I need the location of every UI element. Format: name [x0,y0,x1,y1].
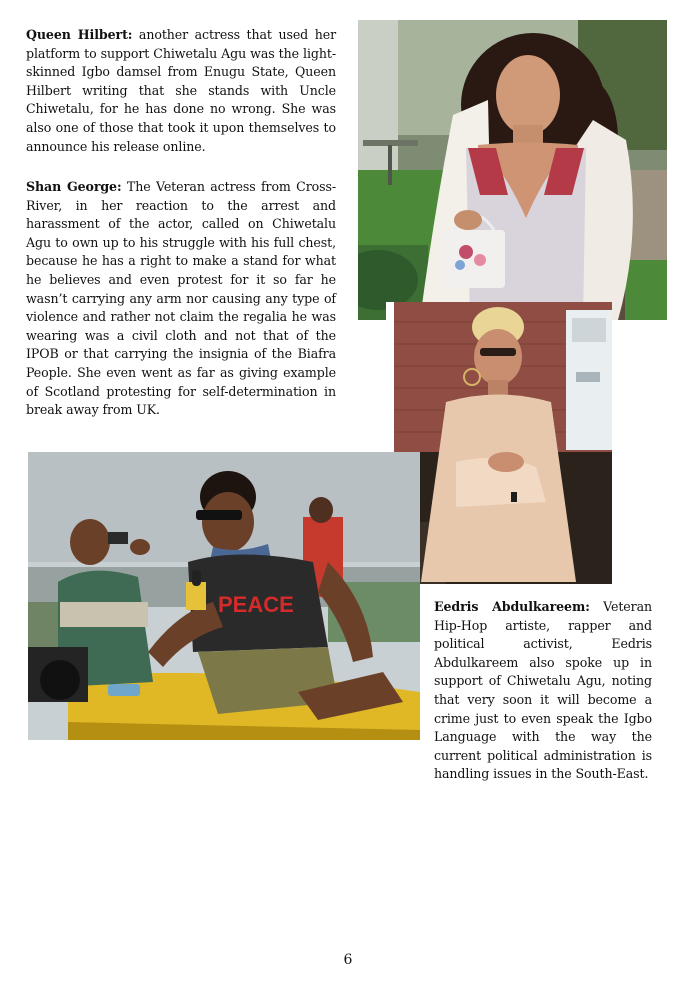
eedris-text: Veteran Hip-Hop artiste, rapper and political activist, Eedris Abdulkareem also spoke up in support of Chiwetalu Agu, noting that very soon it will become a crime just to even speak the Igbo Language with the way the current political administration is handling issues in the South-East. [434,599,652,782]
page-number: 6 [343,952,353,968]
queen-hilbert-name: Queen Hilbert: [26,27,133,42]
queen-hilbert-photo [358,20,667,320]
eedris-photo [28,452,420,740]
eedris-paragraph [434,598,652,784]
queen-hilbert-text: another actress that used her platform to support Chiwetalu Agu was the light-skinned Igbo damsel from Enugu State, Queen Hilbert writing that she stands with Uncle Chiwetalu, for he has done no wrong. She was also one of those that took it upon themselves to announce his release online. [26,27,336,154]
shan-george-text: The Veteran actress from Cross-River, in her reaction to the arrest and harassment of the actor, called on Chiwetalu Agu to own up to his struggle with his full chest, because he has a right to make a stand for what he believes and even protest for it so far he wasn’t carrying any arm nor causing any type of violence and rather not claim the regalia he was wearing was a civil cloth and not that of the IPOB or that carrying the insignia of the Biafra People. She even went as far as giving example of Scotland protesting for self-determination in break away from UK. [26,179,336,418]
queen-hilbert-paragraph [26,26,336,156]
eedris-name: Eedris Abdulkareem: [434,599,590,614]
shan-george-name: Shan George: [26,179,122,194]
peace-shirt-text: PEACE [218,592,294,617]
shan-george-paragraph [26,178,336,420]
